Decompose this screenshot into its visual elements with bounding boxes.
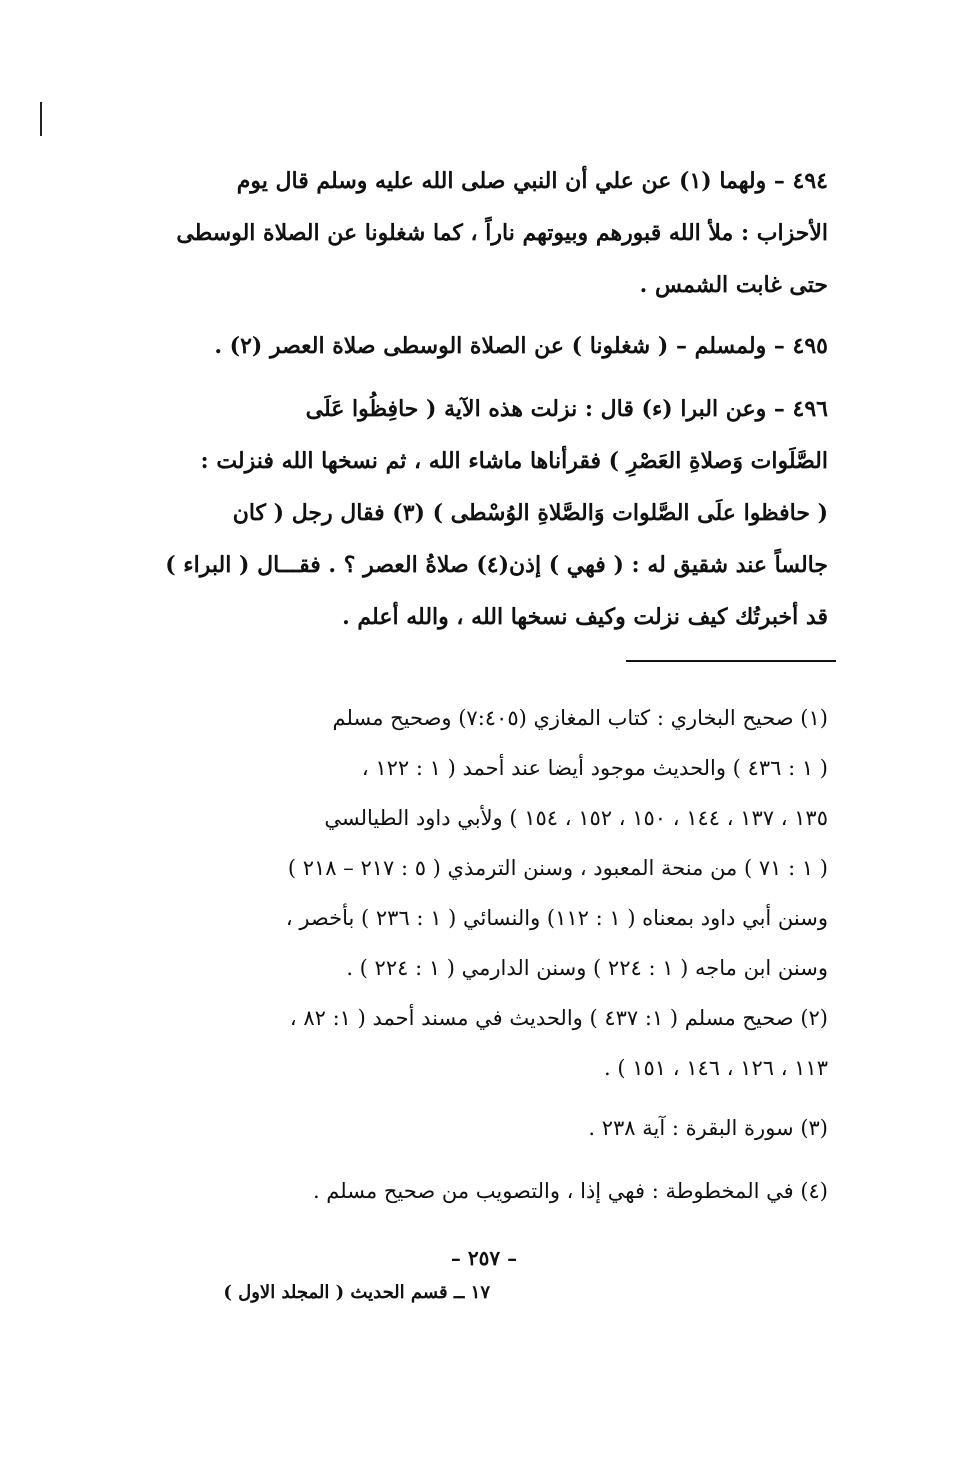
footnote-separator	[626, 660, 836, 662]
footnote-4	[160, 1166, 828, 1216]
text-line: ٤٩٥ – ولمسلم – ( شغلونا ) عن الصلاة الوسطى صلاة العصر (٢) .	[214, 333, 828, 359]
footnote-line: ( ١ : ٧١ ) من منحة المعبود ، وسنن الترمذي ( ٥ : ٢١٧ – ٢١٨ )	[287, 856, 828, 880]
footnote-1	[160, 693, 828, 993]
text-line: ( حافظوا علَى الصَّلوات وَالصَّلاةِ الوُسْطى ) (٣) فقال رجل ( كان	[232, 500, 828, 526]
text-line: ٤٩٦ – وعن البرا (ء) قال : نزلت هذه الآية ( حافِظُوا عَلَى	[305, 396, 828, 422]
footnote-line: ( ١ : ٤٣٦ ) والحديث موجود أيضا عند أحمد ( ١ : ١٢٢ ،	[361, 756, 828, 780]
text-line: حتى غابت الشمس .	[639, 272, 828, 298]
footnote-line: ١١٣ ، ١٢٦ ، ١٤٦ ، ١٥١ ) .	[603, 1056, 828, 1080]
footnote-line: (٢) صحيح مسلم ( ١: ٤٣٧ ) والحديث في مسند أحمد ( ١: ٨٢ ،	[289, 1006, 828, 1030]
footnote-line: ١٣٥ ، ١٣٧ ، ١٤٤ ، ١٥٠ ، ١٥٢ ، ١٥٤ ) ولأبي داود الطيالسي	[324, 806, 828, 830]
footnote-line: (٤) في المخطوطة : فهي إذا ، والتصويب من صحيح مسلم .	[312, 1179, 828, 1203]
margin-mark	[40, 102, 42, 136]
footnote-line: وسنن أبي داود بمعناه ( ١ : ١١٢) والنسائي ( ١ : ٢٣٦ ) بأخصر ،	[285, 906, 828, 930]
footnote-line: وسنن ابن ماجه ( ١ : ٢٢٤ ) وسنن الدارمي ( ١ : ٢٢٤ ) .	[346, 956, 828, 980]
text-line: ٤٩٤ – ولهما (١) عن علي أن النبي صلى الله عليه وسلم قال يوم	[236, 168, 828, 194]
text-line: الصَّلَوات وَصلاةِ العَصْرِ ) فقرأناها ماشاء الله ، ثم نسخها الله فنزلت :	[200, 448, 828, 474]
signature-line: ١٧ ــ قسم الحديث ( المجلد الاول )	[223, 1282, 490, 1303]
footnote-line: (١) صحيح البخاري : كتاب المغازي (٧:٤٠٥) وصحيح مسلم	[332, 706, 828, 730]
page-number: – ٢٥٧ –	[450, 1246, 518, 1270]
footnote-2	[160, 993, 828, 1093]
hadith-496	[160, 383, 828, 643]
text-line: قد أخبرتُك كيف نزلت وكيف نسخها الله ، والله أعلم .	[342, 604, 828, 630]
text-line: جالساً عند شقيق له : ( فهي ) إذن(٤) صلاةُ العصر ؟ . فقـــال ( البراء )	[165, 552, 828, 578]
text-line: الأحزاب : ملأ الله قبورهم وبيوتهم ناراً ، كما شغلونا عن الصلاة الوسطى	[176, 220, 828, 246]
hadith-495	[160, 320, 828, 372]
hadith-494	[160, 155, 828, 311]
footnote-line: (٣) سورة البقرة : آية ٢٣٨ .	[588, 1116, 828, 1140]
footnote-3	[160, 1103, 828, 1153]
